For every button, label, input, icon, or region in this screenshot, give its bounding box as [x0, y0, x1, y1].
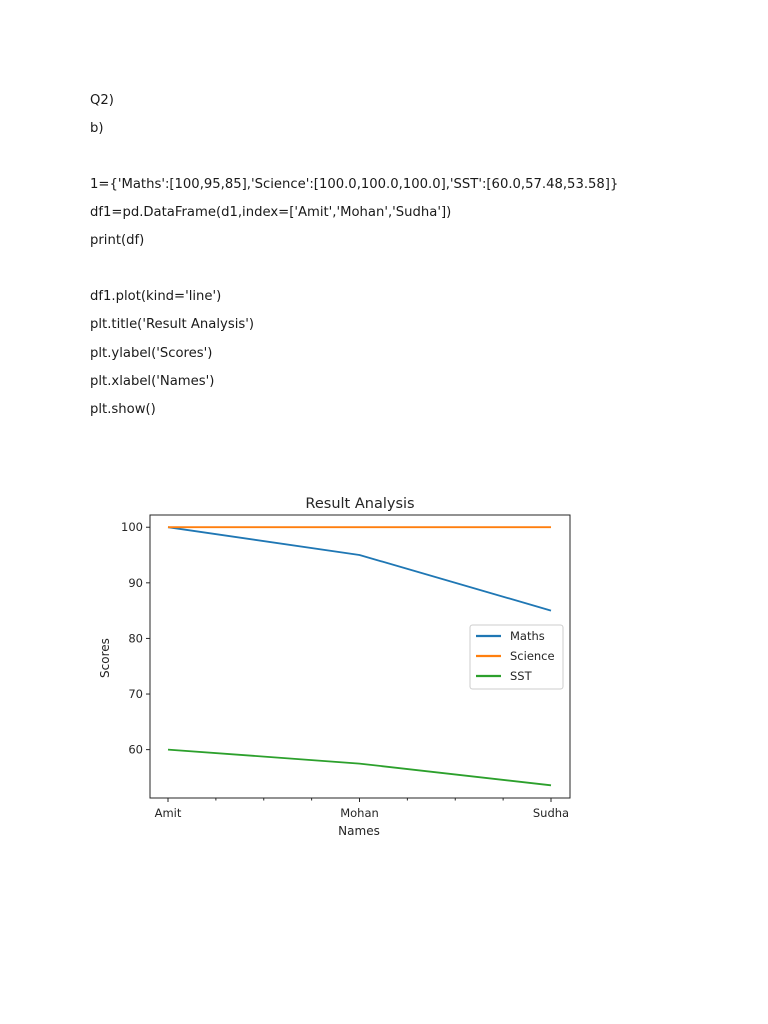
series-line-maths — [168, 527, 551, 610]
chart-title: Result Analysis — [305, 496, 415, 512]
y-tick-label: 80 — [128, 631, 143, 646]
y-tick-label: 100 — [121, 520, 143, 535]
result-analysis-chart — [0, 480, 768, 860]
x-tick-label: Amit — [154, 806, 182, 820]
legend-label: Science — [510, 649, 555, 663]
code-line-dataframe: df1=pd.DataFrame(d1,index=['Amit','Mohan','Sudha']) — [90, 205, 452, 220]
code-line-dict: 1={'Maths':[100,95,85],'Science':[100.0,100.0,100.0],'SST':[60.0,57.48,53.58]} — [90, 177, 619, 192]
code-line-title: plt.title('Result Analysis') — [90, 317, 254, 332]
code-line-plot: df1.plot(kind='line') — [90, 289, 222, 304]
y-tick-label: 90 — [128, 575, 143, 590]
x-axis-label: Names — [338, 824, 380, 838]
y-axis-label: Scores — [98, 638, 112, 678]
legend-label: Maths — [510, 629, 545, 643]
code-line-print: print(df) — [90, 233, 145, 248]
code-line-xlabel: plt.xlabel('Names') — [90, 374, 215, 389]
code-line-show: plt.show() — [90, 402, 156, 417]
y-tick-label: 70 — [128, 687, 143, 702]
legend-label: SST — [510, 669, 532, 683]
question-number: Q2) — [90, 93, 114, 108]
x-tick-label: Mohan — [340, 806, 379, 820]
y-tick-label: 60 — [128, 742, 143, 757]
x-tick-label: Sudha — [532, 806, 570, 820]
series-line-sst — [168, 750, 551, 786]
code-line-ylabel: plt.ylabel('Scores') — [90, 346, 213, 361]
question-part: b) — [90, 121, 104, 136]
